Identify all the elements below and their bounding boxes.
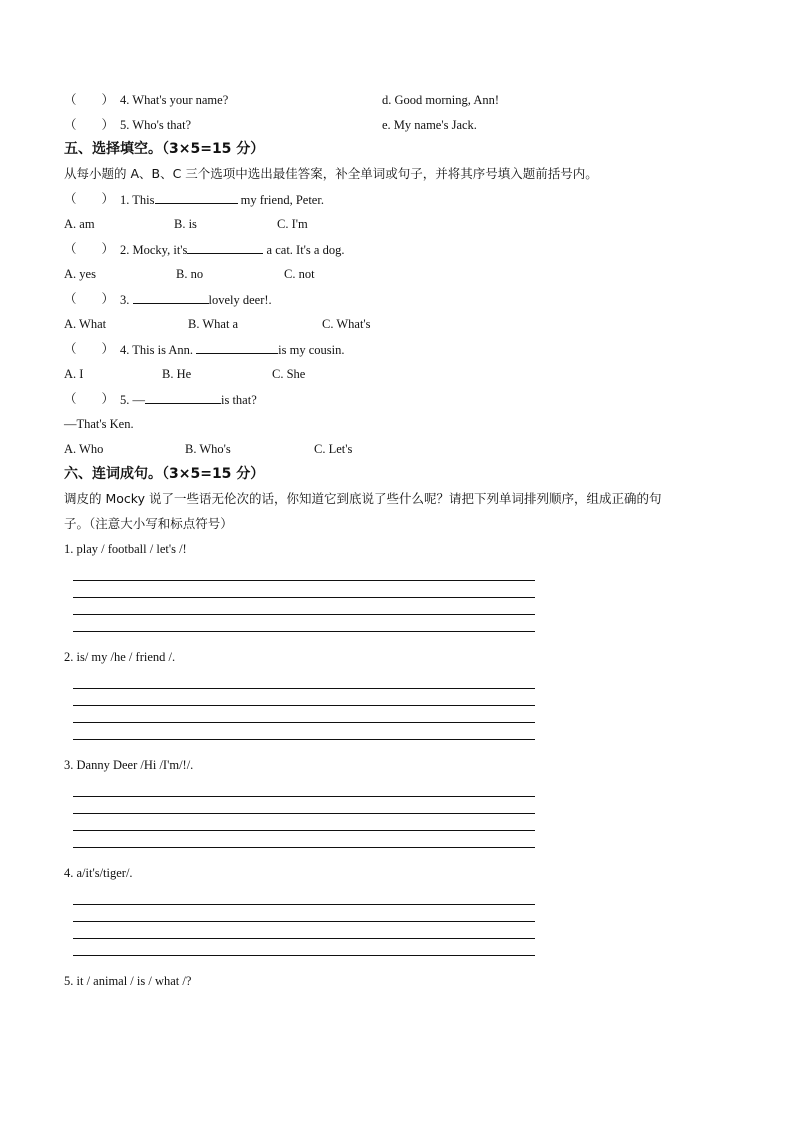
question-suffix: is my cousin. [278, 343, 345, 357]
writing-line [73, 631, 535, 632]
option-b: B. Who's [185, 442, 231, 456]
option-c: C. She [272, 367, 306, 381]
question-text [120, 191, 324, 208]
option-b: B. is [174, 217, 197, 231]
reorder-item-5: 5. it / animal / is / what /? [64, 974, 192, 988]
answer-bracket[interactable]: （ ） [64, 241, 115, 256]
matching-question: 4. What's your name? [120, 93, 229, 107]
answer-bracket[interactable]: （ ） [64, 191, 115, 206]
question-text [120, 341, 345, 358]
writing-line [73, 847, 535, 848]
writing-line [73, 904, 535, 905]
matching-question: 5. Who's that? [120, 118, 192, 132]
writing-line [73, 597, 535, 598]
reorder-item-1: 1. play / football / let's /! [64, 542, 187, 556]
writing-line [73, 938, 535, 939]
section6-instruction-line1: 调皮的 Mocky 说了一些语无伦次的话，你知道它到底说了些什么呢？请把下列单词排列顺序，组成正确的句 [64, 491, 662, 506]
option-a: A. Who [64, 442, 104, 456]
option-b: B. no [176, 267, 204, 281]
question-text [120, 241, 344, 258]
section6-instruction-line2: 子。（注意大小写和标点符号） [64, 516, 233, 531]
question-text [120, 391, 257, 408]
matching-answer: e. My name's Jack. [382, 118, 477, 132]
option-c: C. Let's [314, 442, 353, 456]
option-a: A. I [64, 367, 84, 381]
answer-bracket[interactable]: （ ） [64, 117, 115, 132]
writing-line [73, 739, 535, 740]
dialogue-reply: —That's Ken. [64, 417, 134, 431]
option-a: A. am [64, 217, 95, 231]
option-a: A. What [64, 317, 107, 331]
question-prefix: 3. [120, 293, 133, 307]
reorder-item-3: 3. Danny Deer /Hi /I'm/!/. [64, 758, 194, 772]
question-prefix: 2. Mocky, it's [120, 243, 188, 257]
answer-bracket[interactable]: （ ） [64, 92, 115, 107]
question-suffix: a cat. It's a dog. [263, 243, 345, 257]
option-c: C. I'm [277, 217, 308, 231]
option-c: C. What's [322, 317, 371, 331]
question-prefix: 4. This is Ann. [120, 343, 197, 357]
writing-line [73, 614, 535, 615]
option-a: A. yes [64, 267, 96, 281]
writing-line [73, 830, 535, 831]
answer-blank[interactable] [145, 391, 221, 404]
question-text [120, 291, 272, 308]
option-c: C. not [284, 267, 315, 281]
answer-blank[interactable] [155, 191, 238, 204]
answer-bracket[interactable]: （ ） [64, 341, 115, 356]
writing-line [73, 921, 535, 922]
answer-blank[interactable] [133, 291, 209, 304]
answer-bracket[interactable]: （ ） [64, 391, 115, 406]
writing-line [73, 813, 535, 814]
section5-instruction: 从每小题的 A、B、C 三个选项中选出最佳答案，补全单词或句子，并将其序号填入题前括号内。 [64, 166, 598, 181]
question-suffix: lovely deer!. [208, 293, 272, 307]
matching-answer: d. Good morning, Ann! [382, 93, 500, 107]
writing-line [73, 580, 535, 581]
reorder-item-2: 2. is/ my /he / friend /. [64, 650, 176, 664]
answer-blank[interactable] [196, 341, 278, 354]
writing-line [73, 722, 535, 723]
question-suffix: my friend, Peter. [237, 193, 324, 207]
writing-line [73, 688, 535, 689]
question-prefix: 5. — [120, 393, 145, 407]
question-prefix: 1. This [120, 193, 155, 207]
section6-heading: 六、连词成句。（3×5=15 分） [64, 466, 265, 482]
writing-line [73, 705, 535, 706]
option-b: B. What a [188, 317, 239, 331]
option-b: B. He [162, 367, 192, 381]
writing-line [73, 955, 535, 956]
question-suffix: is that? [221, 393, 257, 407]
writing-line [73, 796, 535, 797]
section5-heading: 五、选择填空。（3×5=15 分） [64, 141, 265, 157]
answer-bracket[interactable]: （ ） [64, 291, 115, 306]
reorder-item-4: 4. a/it's/tiger/. [64, 866, 133, 880]
answer-blank[interactable] [187, 241, 263, 254]
